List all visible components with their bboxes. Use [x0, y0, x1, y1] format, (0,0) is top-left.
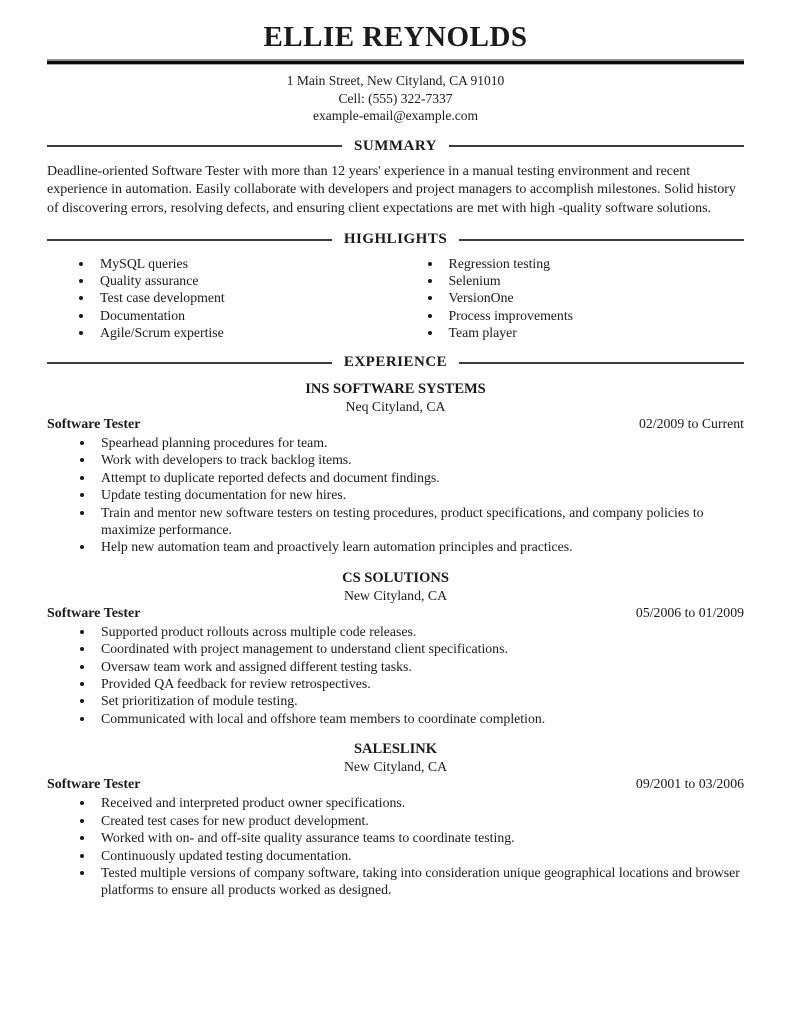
job-location: New Cityland, CA	[343, 759, 448, 775]
job-bullet: • Attempt to duplicate reported defects and document findings.	[95, 469, 744, 486]
job-bullet: • Train and mentor new software testers on testing procedures, product specifications, and company policies to maximize performance.	[95, 504, 744, 539]
job-bullet: • Provided QA feedback for review retrospectives.	[95, 675, 744, 692]
job-location: New Cityland, CA	[343, 587, 448, 603]
job-bullet: • Received and interpreted product owner specifications.	[95, 794, 744, 811]
header-divider	[47, 59, 744, 65]
summary-section-title: SUMMARY	[354, 137, 437, 154]
job-role-row	[47, 605, 744, 622]
highlights-section-title: HIGHLIGHTS	[343, 231, 448, 247]
experience-section-header	[47, 354, 744, 371]
job-company: SALESLINK	[353, 741, 437, 758]
highlights-column-left	[47, 255, 396, 341]
job-role-row	[47, 776, 744, 793]
highlight-item: • Quality assurance	[94, 272, 396, 289]
job-dates: 09/2001 to 03/2006	[635, 776, 744, 792]
experience-section-title: EXPERIENCE	[343, 354, 448, 371]
summary-section-header	[47, 138, 744, 155]
job-dates: 02/2009 to Current	[639, 416, 744, 432]
job-company: CS SOLUTIONS	[342, 569, 449, 586]
job-bullet: • Update testing documentation for new hires.	[95, 486, 744, 503]
job-role: Software Tester	[47, 777, 141, 793]
job-role: Software Tester	[47, 417, 141, 433]
job-role: Software Tester	[47, 605, 141, 621]
section-rule-right	[449, 145, 744, 147]
contact-address: 1 Main Street, New Cityland, CA 91010	[286, 73, 505, 88]
highlight-item: • VersionOne	[443, 289, 745, 306]
section-rule-right	[459, 362, 744, 364]
job-bullet: • Communicated with local and offshore team members to coordinate completion.	[95, 710, 744, 727]
highlights-column-right	[396, 255, 745, 341]
highlight-item: • Regression testing	[443, 255, 745, 272]
highlight-item: • Team player	[443, 324, 745, 341]
highlights-section-header	[47, 231, 744, 248]
job-bullet: • Continuously updated testing documentation.	[95, 847, 744, 864]
job-bullet: • Work with developers to track backlog items.	[95, 451, 744, 468]
contact-email: example-email@example.com	[313, 108, 478, 123]
highlight-item: • Process improvements	[443, 307, 745, 324]
highlight-item: • MySQL queries	[94, 255, 396, 272]
contact-block	[47, 72, 744, 125]
job-bullet: • Oversaw team work and assigned different testing tasks.	[95, 658, 744, 675]
summary-text: Deadline-oriented Software Tester with more than 12 years' experience in a manual testing environment and recent experience in automation. Easily collaborate with developers and project managers to accomplish milestones. Solid history of discovering errors, resolving defects, and ensuring client expectations are met with high -quality software solutions.	[47, 163, 736, 216]
job-bullet: • Set prioritization of module testing.	[95, 692, 744, 709]
job-bullet: • Spearhead planning procedures for team.	[95, 434, 744, 451]
job-bullet: • Worked with on- and off-site quality assurance teams to coordinate testing.	[95, 829, 744, 846]
job-location: Neq Cityland, CA	[345, 399, 446, 415]
job-bullet: • Help new automation team and proactively learn automation principles and practices.	[95, 538, 744, 555]
highlight-item: • Selenium	[443, 272, 745, 289]
highlight-item: • Documentation	[94, 307, 396, 324]
job-entry	[47, 740, 744, 898]
section-rule-left	[47, 362, 332, 364]
job-company: INS SOFTWARE SYSTEMS	[305, 381, 486, 398]
job-bullet: • Created test cases for new product development.	[95, 812, 744, 829]
job-role-row	[47, 416, 744, 433]
job-bullet: • Coordinated with project management to understand client specifications.	[95, 640, 744, 657]
contact-cell: Cell: (555) 322-7337	[338, 90, 453, 106]
job-bullet: • Tested multiple versions of company software, taking into consideration unique geographical locations and browser platforms to ensure all products worked as designed.	[95, 864, 744, 899]
highlights-columns	[47, 255, 744, 341]
candidate-name: ELLIE REYNOLDS	[263, 21, 528, 53]
job-bullet: • Supported product rollouts across multiple code releases.	[95, 623, 744, 640]
highlight-item: • Test case development	[94, 289, 396, 306]
section-rule-right	[459, 239, 744, 241]
section-rule-left	[47, 239, 332, 241]
job-dates: 05/2006 to 01/2009	[635, 604, 744, 620]
section-rule-left	[47, 145, 342, 147]
highlight-item: • Agile/Scrum expertise	[94, 324, 396, 341]
job-entry	[47, 380, 744, 556]
job-entry	[47, 569, 744, 727]
